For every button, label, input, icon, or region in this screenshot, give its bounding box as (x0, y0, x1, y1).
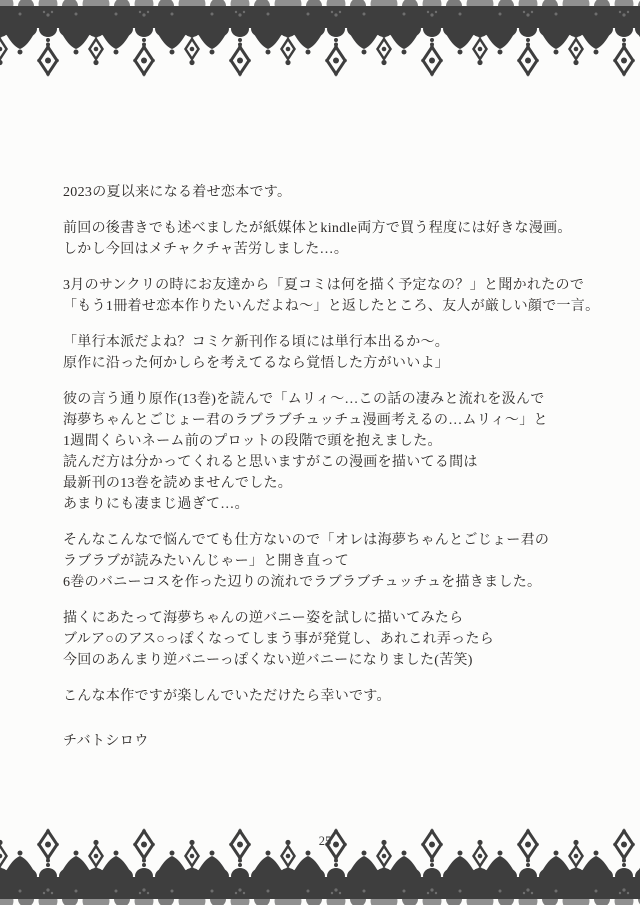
text-line: ラブラブが読みたいんじゃー」と開き直って (63, 554, 349, 569)
text-line: 描くにあたって海夢ちゃんの逆バニー姿を試しに描いてみたら (63, 611, 464, 626)
text-line: そんなこんなで悩んでても仕方ないので「オレは海夢ちゃんとごじょー君の (63, 533, 550, 548)
text-line: 前回の後書きでも述べましたが紙媒体とkindle両方で買う程度には好きな漫画。 (63, 221, 572, 236)
text-line: こんな本作ですが楽しんでいただけたら幸いです。 (63, 689, 391, 704)
text-line: 6巻のバニーコスを作った辺りの流れでラブラブチュッチュを描きました。 (63, 575, 542, 590)
author-name: チバトシロウ (63, 734, 149, 749)
text-line: 彼の言う通り原作(13巻)を読んで「ムリィ〜…この話の凄みと流れを汲んで (63, 392, 545, 407)
lace-ornament-graphic (0, 0, 640, 78)
text-line: 3月のサンクリの時にお友達から「夏コミは何を描く予定なの？」と聞かれたので (63, 278, 585, 293)
text-line: ブルア○のアス○っぽくなってしまう事が発覚し、あれこれ弄ったら (63, 632, 495, 647)
text-line: あまりにも凄まじ過ぎて…。 (63, 497, 249, 512)
paragraph (63, 389, 612, 515)
page-number: 25 (318, 834, 332, 848)
text-line: 2023の夏以来になる着せ恋本です。 (63, 185, 292, 200)
text-line: 原作に沿った何かしらを考えてるなら覚悟した方がいいよ」 (63, 356, 450, 371)
text-line: 海夢ちゃんとごじょー君のラブラブチュッチュ漫画考えるの…ムリィ〜」と (63, 413, 548, 428)
paragraph (63, 608, 612, 671)
text-line: 最新刊の13巻を読めませんでした。 (63, 476, 293, 491)
paragraph (63, 332, 612, 374)
text-line: しかし今回はメチャクチャ苦労しました…。 (63, 242, 349, 257)
paragraph (63, 275, 612, 317)
text-line: 「単行本派だよね？コミケ新刊作る頃には単行本出るか〜。 (63, 335, 450, 350)
text-line: 今回のあんまり逆バニーっぽくない逆バニーになりました(苦笑) (63, 653, 473, 668)
paragraph (63, 530, 612, 593)
lace-border-top (0, 0, 640, 78)
text-line: 読んだ方は分かってくれると思いますがこの漫画を描いてる間は (63, 455, 478, 470)
paragraph (63, 182, 612, 203)
paragraph (63, 686, 612, 707)
afterword-text (63, 182, 612, 722)
text-line: 「もう1冊着せ恋本作りたいんだよね〜」と返したところ、友人が厳しい顔で一言。 (63, 299, 600, 314)
paragraph (63, 218, 612, 260)
text-line: 1週間くらいネーム前のプロットの段階で頭を抱えました。 (63, 434, 442, 449)
